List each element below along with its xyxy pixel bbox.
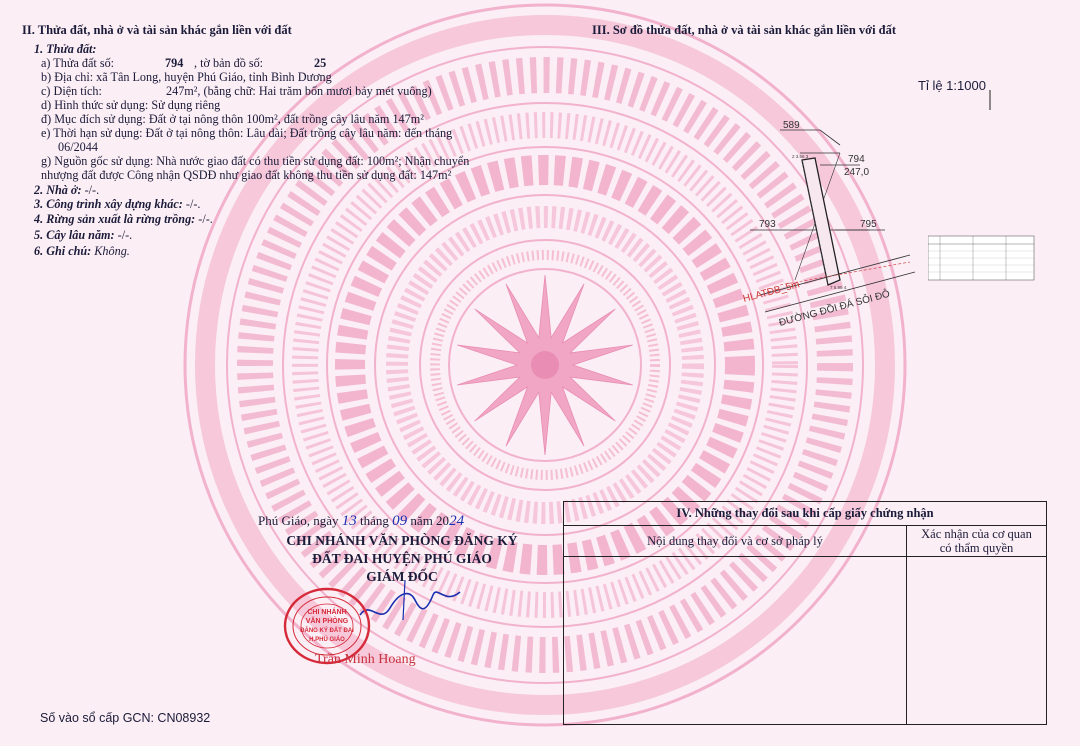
perennial-value: -/-. [114,228,133,242]
origin-line-2: nhượng đất được Công nhận QSDĐ như giao đất không thu tiền sử dụng đất: 147m² [41,168,452,182]
area-value: 247m², (bằng chữ: Hai trăm bốn mươi bảy mét vuông) [166,84,432,98]
stamp-line-2: VĂN PHÒNG [305,618,349,625]
col-change-content-header: Nội dung thay đổi và cơ sở pháp lý [564,526,907,557]
safety-corridor-line [780,262,910,285]
perennial-row [34,228,132,242]
coordinate-table [928,232,1036,282]
label-589: 589 [783,120,800,131]
signer-name: Trần Minh Hoang [315,652,416,667]
address-line: b) Địa chỉ: xã Tân Long, huyện Phú Giáo, tỉnh Bình Dương [41,70,332,84]
note-label: 6. Ghi chú: [34,244,92,258]
usage-form-line: d) Hình thức sử dụng: Sử dụng riêng [41,98,221,112]
col-authority-header [907,526,1047,557]
forest-label: 4. Rừng sản xuất là rừng trồng: [34,212,196,226]
org-name-1: CHI NHÁNH VĂN PHÒNG ĐĂNG KÝ [286,533,518,548]
label-795: 795 [860,219,877,230]
month-value: 09 [392,513,408,529]
year-label: năm 20 [410,513,450,528]
label-793: 793 [759,219,776,230]
day-value: 13 [341,513,357,529]
usage-purpose-line: đ) Mục đích sử dụng: Đất ở tại nông thôn 100m², đất trồng cây lâu năm 147m² [41,112,424,126]
signing-date [258,513,464,530]
stamp-line-3: ĐĂNG KÝ ĐẤT ĐAI [300,628,354,634]
usage-term-line: e) Thời hạn sử dụng: Đất ở tại nông thôn: Lâu dài; Đất trồng cây lâu năm: đến tháng [41,126,453,140]
land-heading: 1. Thửa đất: [34,42,97,56]
stamp-line-1: CHI NHÁNH [307,609,347,616]
col-authority-line-1: Xác nhận của cơ quan [921,527,1032,541]
authority-cell [907,557,1047,725]
role-title: GIÁM ĐỐC [366,569,438,584]
label-area: 247,0 [844,167,870,178]
other-works-row [34,197,200,211]
month-label: tháng [360,513,389,528]
house-label: 2. Nhà ở: [34,183,82,197]
house-row [34,183,99,197]
year-suffix: 24 [449,513,465,529]
road-label: ĐƯỜNG ĐỒI ĐÁ SỎI ĐỎ [777,288,892,329]
scale-label: Tỉ lệ 1:1000 [918,78,986,93]
note-row [34,244,130,258]
col-authority-line-2: có thẩm quyền [939,541,1014,555]
perennial-label: 5. Cây lâu năm: [34,228,115,242]
org-name-2: ĐẤT ĐAI HUYỆN PHÚ GIÁO [312,551,492,566]
forest-row [34,212,213,226]
parcel-number-value: 794 [165,56,184,70]
label-794: 794 [848,154,865,165]
registry-number: Số vào sổ cấp GCN: CN08932 [40,711,211,725]
stamp-line-4: H.PHÚ GIÁO [309,637,345,643]
section-3-title: III. Sơ đồ thửa đất, nhà ở và tài sản khác gắn liền với đất [592,23,897,37]
usage-term-line-2: 06/2044 [58,140,98,154]
area-label: c) Diện tích: [41,84,102,98]
parcel-number-label: a) Thửa đất số: [41,56,115,70]
other-works-value: -/-. [182,197,201,211]
section-2-title: II. Thửa đất, nhà ở và tài sản khác gắn liền với đất [22,23,292,37]
note-value: Không. [91,244,130,258]
other-works-label: 3. Công trình xây dựng khác: [34,197,183,211]
parcel-diagram [740,90,1080,350]
corridor-label: HLATĐB_5m [741,279,801,305]
vertex-label: 2 3.56 3 [792,154,809,159]
map-sheet-value: 25 [314,56,327,70]
forest-value: -/-. [195,212,213,226]
origin-line: g) Nguồn gốc sử dụng: Nhà nước giao đất có thu tiền sử dụng đất: 100m²; Nhận chuyển [41,154,470,168]
vertex-label-2: 7 5.95 4 [830,285,847,290]
date-prefix: Phú Giáo, ngày [258,513,339,528]
parcel-794-shape [802,158,840,285]
map-sheet-label: , tờ bản đồ số: [194,56,264,70]
section-4-title: IV. Những thay đổi sau khi cấp giấy chứng nhận [564,502,1047,526]
change-content-cell [564,557,907,725]
house-value: -/-. [81,183,100,197]
boundary-589 [780,130,840,145]
changes-table [563,501,1047,725]
